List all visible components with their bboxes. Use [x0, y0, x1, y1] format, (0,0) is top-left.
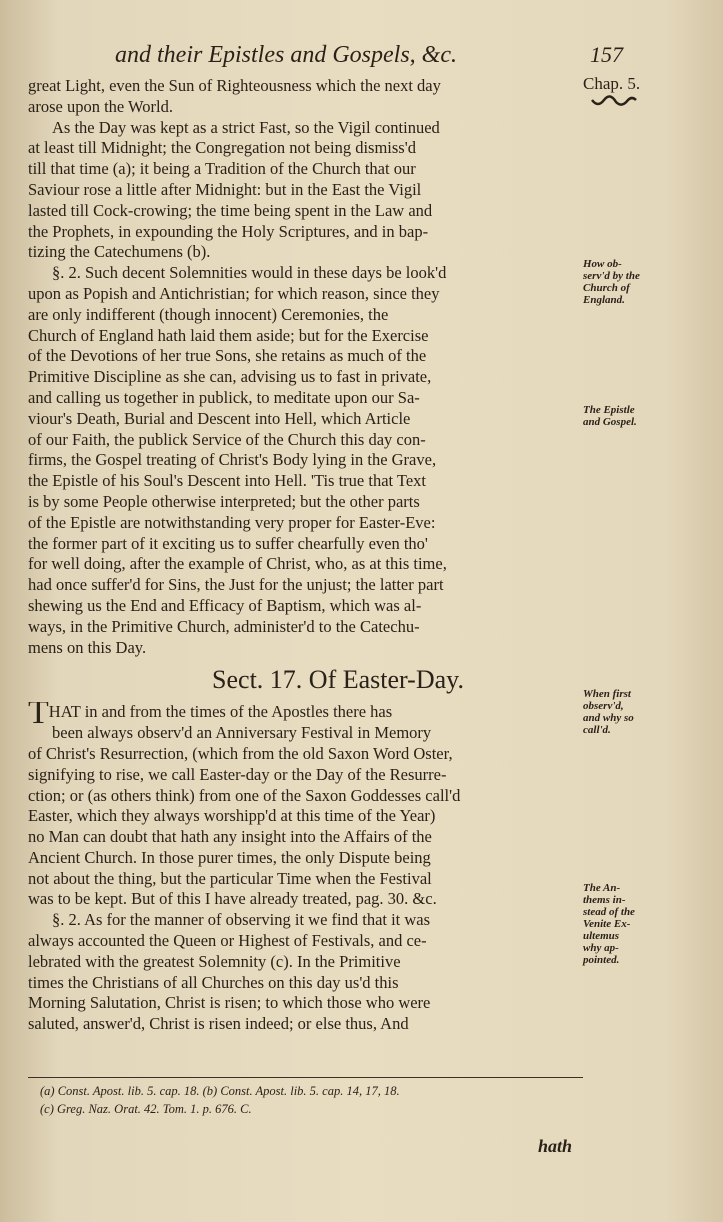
- text-line: [28, 388, 578, 409]
- line-text: signifying to rise, we call Easter-day or the Day of the Resurre-: [28, 764, 447, 784]
- margin-note-line: and why so: [583, 712, 634, 724]
- margin-note: [583, 688, 713, 736]
- text-line: [28, 326, 578, 347]
- line-text: arose upon the World.: [28, 96, 174, 116]
- text-line: [28, 76, 578, 97]
- line-text: the former part of it exciting us to suffer chearfully even tho': [28, 533, 428, 553]
- margin-note-line: When first: [583, 688, 631, 700]
- margin-note: [583, 74, 713, 94]
- text-line: [28, 889, 578, 910]
- ornament-icon: [590, 94, 638, 110]
- line-text: lebrated with the greatest Solemnity (c). In the Primitive: [28, 951, 401, 971]
- text-line: [28, 806, 578, 827]
- text-line: [28, 702, 578, 723]
- line-text: Primitive Discipline as she can, advising us to fast in private,: [28, 367, 432, 387]
- text-line: [28, 952, 578, 973]
- line-text: ction; or (as others think) from one of the Saxon Goddesses call'd: [28, 785, 461, 805]
- line-text: was to be kept. But of this I have already treated, pag. 30. &c.: [28, 889, 437, 909]
- line-text: till that time (a); it being a Tradition of the Church that our: [28, 159, 416, 179]
- text-line: [28, 534, 578, 555]
- text-line: [28, 554, 578, 575]
- text-line: [28, 786, 578, 807]
- margin-note-line: The Epistle: [583, 404, 635, 416]
- text-line: [28, 638, 578, 659]
- text-line: [28, 450, 578, 471]
- line-text: at least till Midnight; the Congregation not being dismiss'd: [28, 138, 416, 158]
- margin-note-line: observ'd,: [583, 700, 624, 712]
- catchword: hath: [538, 1136, 573, 1156]
- text-line: [28, 430, 578, 451]
- text-line: [28, 305, 578, 326]
- body-paragraphs: [28, 76, 578, 658]
- line-text: the Epistle of his Soul's Descent into Hell. 'Tis true that Text: [28, 471, 427, 491]
- line-text: Ancient Church. In those purer times, the only Dispute being: [28, 847, 431, 867]
- margin-note-line: How ob-: [583, 258, 622, 270]
- line-text: and calling us together in publick, to meditate upon our Sa-: [28, 387, 420, 407]
- footnote-rule: [28, 1077, 583, 1078]
- line-text: upon as Popish and Antichristian; for which reason, since they: [28, 283, 440, 303]
- margin-note: [583, 404, 713, 428]
- line-text: ways, in the Primitive Church, administer'd to the Catechu-: [28, 616, 420, 636]
- text-line: [28, 513, 578, 534]
- text-line: [28, 159, 578, 180]
- footnotes: [40, 1082, 400, 1118]
- text-line: [28, 471, 578, 492]
- margin-note-line: and Gospel.: [583, 416, 637, 428]
- page-header: [0, 42, 723, 72]
- text-line: [28, 575, 578, 596]
- text-line: [28, 201, 578, 222]
- margin-note-line: thems in-: [583, 894, 626, 906]
- text-line: [28, 993, 578, 1014]
- line-text: viour's Death, Burial and Descent into Hell, which Article: [28, 408, 411, 428]
- line-text: no Man can doubt that hath any insight into the Affairs of the: [28, 827, 432, 847]
- margin-note: [583, 882, 713, 966]
- margin-note: [583, 258, 713, 306]
- line-text: always accounted the Queen or Highest of Festivals, and ce-: [28, 931, 427, 951]
- line-text: Church of England hath laid them aside; but for the Exercise: [28, 325, 429, 345]
- margin-note-line: call'd.: [583, 724, 611, 736]
- line-text: of the Epistle are notwithstanding very proper for Easter-Eve:: [28, 512, 436, 532]
- section-heading: Sect. 17. Of Easter-Day.: [212, 665, 464, 695]
- text-line: [28, 931, 578, 952]
- margin-note-line: stead of the: [583, 906, 635, 918]
- line-text: been always observ'd an Anniversary Festival in Memory: [52, 723, 432, 743]
- text-line: [28, 617, 578, 638]
- line-text: HAT in and from the times of the Apostles there has: [48, 702, 393, 722]
- page-number: 157: [590, 42, 623, 67]
- margin-note-line: why ap-: [583, 942, 619, 954]
- text-line: [28, 827, 578, 848]
- line-text: tizing the Catechumens (b).: [28, 242, 211, 262]
- line-text: for well doing, after the example of Christ, who, as at this time,: [28, 554, 447, 574]
- text-line: [28, 138, 578, 159]
- line-text: As the Day was kept as a strict Fast, so the Vigil continued: [52, 117, 440, 137]
- line-text: Saviour rose a little after Midnight: but in the East the Vigil: [28, 179, 422, 199]
- text-line: [28, 284, 578, 305]
- text-line: [28, 1014, 578, 1035]
- line-text: are only indifferent (though innocent) Ceremonies, the: [28, 304, 389, 324]
- text-line: [28, 869, 578, 890]
- text-line: [28, 848, 578, 869]
- margin-note-line: serv'd by the: [583, 270, 640, 282]
- text-line: [28, 723, 578, 744]
- footnote: (c) Greg. Naz. Orat. 42. Tom. 1. p. 676. C.: [40, 1102, 252, 1116]
- text-line: [28, 97, 578, 118]
- margin-note-line: The An-: [583, 882, 621, 894]
- line-text: firms, the Gospel treating of Christ's Body lying in the Grave,: [28, 450, 437, 470]
- line-text: Morning Salutation, Christ is risen; to which those who were: [28, 993, 431, 1013]
- text-line: [28, 242, 578, 263]
- text-line: [28, 744, 578, 765]
- text-line: [28, 222, 578, 243]
- running-head: and their Epistles and Gospels, &c.: [115, 42, 457, 68]
- line-text: §. 2. As for the manner of observing it we find that it was: [52, 910, 431, 930]
- text-line: [28, 492, 578, 513]
- line-text: mens on this Day.: [28, 637, 147, 657]
- line-text: of Christ's Resurrection, (which from the old Saxon Word Oster,: [28, 743, 453, 763]
- line-text: had once suffer'd for Sins, the Just for the unjust; the latter part: [28, 575, 444, 595]
- margin-note-line: Chap. 5.: [583, 74, 641, 93]
- margin-note-line: ultemus: [583, 930, 620, 942]
- text-line: [28, 765, 578, 786]
- text-line: [28, 910, 578, 931]
- margin-note-line: England.: [583, 294, 625, 306]
- text-line: [28, 180, 578, 201]
- text-line: [28, 367, 578, 388]
- text-line: [28, 118, 578, 139]
- line-text: shewing us the End and Efficacy of Baptism, which was al-: [28, 595, 422, 615]
- text-body: [28, 76, 578, 1035]
- line-text: the Prophets, in expounding the Holy Scriptures, and in bap-: [28, 221, 429, 241]
- margin-note-line: Venite Ex-: [583, 918, 631, 930]
- line-text: of our Faith, the publick Service of the Church this day con-: [28, 429, 426, 449]
- line-text: great Light, even the Sun of Righteousness which the next day: [28, 76, 441, 95]
- text-line: [28, 409, 578, 430]
- line-text: §. 2. Such decent Solemnities would in these days be look'd: [52, 263, 447, 283]
- drop-cap: T: [28, 702, 49, 724]
- margin-note-line: pointed.: [583, 954, 620, 966]
- text-line: [28, 346, 578, 367]
- line-text: saluted, answer'd, Christ is risen indeed; or else thus, And: [28, 1014, 409, 1034]
- line-text: is by some People otherwise interpreted; but the other parts: [28, 491, 420, 511]
- text-line: [28, 596, 578, 617]
- text-line: [28, 263, 578, 284]
- line-text: lasted till Cock-crowing; the time being spent in the Law and: [28, 200, 433, 220]
- line-text: not about the thing, but the particular Time when the Festival: [28, 868, 432, 888]
- section-paragraphs: [28, 702, 578, 1035]
- line-text: Easter, which they always worshipp'd at this time of the Year): [28, 806, 436, 826]
- line-text: times the Christians of all Churches on this day us'd this: [28, 972, 399, 992]
- line-text: of the Devotions of her true Sons, she retains as much of the: [28, 346, 427, 366]
- footnote: (a) Const. Apost. lib. 5. cap. 18. (b) Const. Apost. lib. 5. cap. 14, 17, 18.: [40, 1084, 400, 1098]
- margin-note-line: Church of: [583, 282, 630, 294]
- text-line: [28, 973, 578, 994]
